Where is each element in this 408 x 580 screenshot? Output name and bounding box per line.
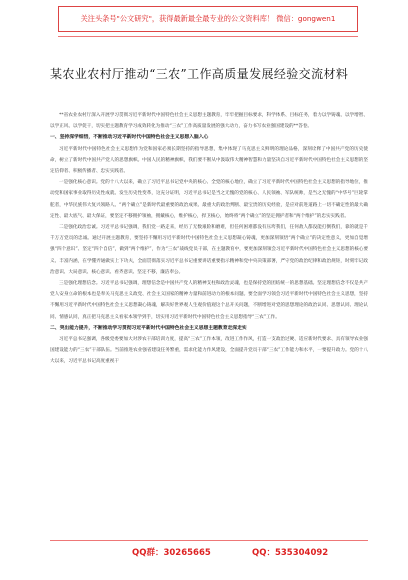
footer-qq-group: QQ群：30265665 <box>132 548 211 558</box>
footer-qq-contact: QQ：535304092 <box>252 548 329 558</box>
document-body <box>50 110 368 368</box>
section-heading: 二、突出能力提升，不断推动学习贯彻习近平新时代中国特色社会主义思想主题教育走深走实 <box>50 325 247 331</box>
document-title: 某农业农村厅推动“三农”工作高质量发展经验交流材料 <box>50 67 349 81</box>
body-paragraph: 三是强化理想信念。习近平总书记强调，理想信念是中国共产党人的精神支柱和政治灵魂，也是保持党的团结统一的思想基础。坚定理想信念不仅是共产党人安身立命的根本也是奉关马克思主义政党、社会主义国家的精神力量和前进动力的根本问题。要全面学习领会习近平新时代中国特色社会主义思想，坚持不懈用习近平新时代中国特色社会主义思想凝心铸魂，解决好世界观人生观价值观这个总开关问题，不断增进对党的思想理论的政治认同、思想认同、理论认同、情感认同，真正把马克思主义看家本领学到手，切实用习近平新时代中国特色社会主义思想指导“三农”工作。 <box>50 281 368 320</box>
body-paragraph: 习近平新时代中国特色社会主义思想作为党和国家必须长期坚持的指导思想，集中体现了马克思主义鲜明的理论品格，深刻诠释了中国共产党的历史使命，树立了新时代中国共产党人的思想旗帜。中国人民的精神旗帜，我们要不断从中汲取伟大精神智慧和力量坚决自习近平新时代中国特色社会主义思想的坚定信仰者、积极传播者、忠实实践者。 <box>50 146 368 175</box>
banner-divider <box>58 36 358 37</box>
section-heading: 一、坚持深学细悟，不断推动习近平新时代中国特色社会主义思想入脑入心 <box>50 135 209 141</box>
body-paragraph: **省农业农村厅深入开展学习贯彻习近平新时代中国特色社会主义思想主题教育，牢牢把握目标要求，科学体系、目标任务，着力以学铸魂、以学增智、以学正风、以学促干，切实把主题教育学习成效转化为推动“三农”工作高质量发展的强大动力，奋力书写农业强国建设的**答卷。 <box>50 113 368 130</box>
page-footer <box>50 540 368 559</box>
body-paragraph: 一是强化核心意识。党的十八大以来，确立了习近平总书记党中央的核心、全党的核心地位，确立了习近平新时代中国特色社会主义思想的指导地位，推动党和国家事业取得历史性成就、发生历史性变革，这充分证明，习近平总书记是当之无愧的党的核心、人民领袖、军队统帅，是当之无愧的“中华号”巨轮掌舵者，中华民族伟大复兴领路人。“两个确立”是新时代最重要的政治成果、最重大的政治判断、最宝贵的历史经验，是应对前进道路上一切不确定性的最大确定性、最大底气、最大保证，要坚定不移拥护领袖，拥戴核心，维护核心，捍卫核心，始终将“两个确立”的坚定拥护者和“两个维护”的忠实实践者。 <box>50 180 368 219</box>
body-paragraph: 习近平总书记强调，各级党委要加大对涉农干部培训力度，提高“三农”工作本领，改进工作作风，打造一支政治过硬、适应新时代要求、具有领导农业强国建设能力的“三农”干部队伍。当前推进农业强省建设任务繁重，需求化能力作风建设，全面提升党员干部“三农”工作能力和水平，一要提升政力。党的十八大以来，习近平总书记高度重视干 <box>50 337 368 365</box>
body-paragraph: 二是强化政治忠诚。习近平总书记强调，我们党一路走来，经历了无数艰险和磨难，但任何困难都没有压垮我们，任何敌人都没能打倒我们，靠的就是千千万万党员的忠诚。通过开展主题教育，要坚持不懈用习近平新时代中国特色社会主义思想凝心铸魂，更加深刻领悟“两个确立”的决定性意义，更加自觉增强“四个意识”、坚定“四个自信”，做到“两个维护”，作为“三农”战线党员干部，在主题教育中，要更加深刻领会习近平新时代中国特色社会主义思想的核心要义、丰富内涵，在学懂弄通做实上下功夫，全面贯彻落实习近平总书记重要讲话重要指示精神和党中央决策部署，严守党的政治纪律和政治规矩，时刻牢记政治意识、大局意识、核心意识、看齐意识、坚定不移，廉洁奉公。 <box>50 225 368 275</box>
top-banner: 关注头条号"公文研究"，获得最新最全最专业的公文资料库！ 微信：gongwen1 <box>58 6 358 32</box>
